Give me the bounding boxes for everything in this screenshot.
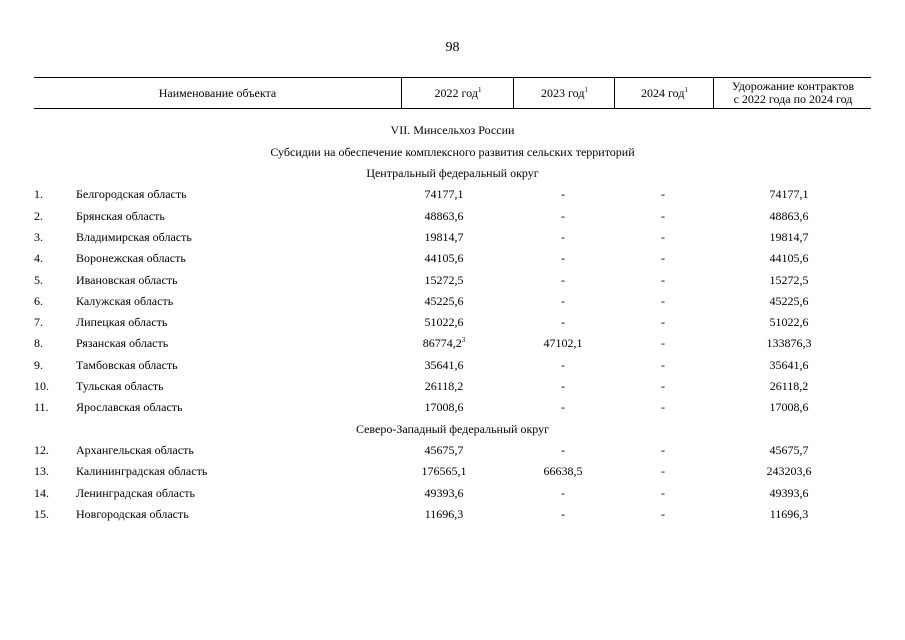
table-row bbox=[0, 464, 905, 480]
header-2022 bbox=[401, 78, 514, 108]
region-name: Рязанская область bbox=[76, 336, 169, 350]
value-2022: 35641,6 bbox=[424, 358, 464, 372]
row-number: 15. bbox=[34, 507, 49, 521]
value-2023: - bbox=[561, 294, 565, 308]
row-number: 5. bbox=[34, 273, 43, 287]
region-name: Калининградская область bbox=[76, 464, 208, 478]
region-name: Архангельская область bbox=[76, 443, 194, 457]
subsection-title: Субсидии на обеспечение комплексного развития сельских территорий bbox=[270, 145, 635, 159]
row-number: 6. bbox=[34, 294, 43, 308]
value-2024: - bbox=[661, 251, 665, 265]
section-title: VII. Минсельхоз России bbox=[390, 123, 515, 137]
table-row bbox=[0, 315, 905, 331]
value-2022: 49393,6 bbox=[424, 486, 464, 500]
header-2023 bbox=[513, 78, 615, 108]
table-row bbox=[0, 273, 905, 289]
value-2024: - bbox=[661, 273, 665, 287]
value-2022: 74177,1 bbox=[424, 187, 464, 201]
header-2024 bbox=[614, 78, 714, 108]
table-row bbox=[0, 251, 905, 267]
header-name bbox=[34, 78, 401, 108]
header-name-label: Наименование объекта bbox=[158, 85, 277, 100]
value-2022: 176565,1 bbox=[421, 464, 467, 478]
region-name: Калужская область bbox=[76, 294, 174, 308]
value-2024: - bbox=[661, 230, 665, 244]
value-2022: 19814,7 bbox=[424, 230, 464, 244]
value-2022: 45225,6 bbox=[424, 294, 464, 308]
value-growth: 45225,6 bbox=[769, 294, 809, 308]
table-row bbox=[0, 209, 905, 225]
value-2024: - bbox=[661, 443, 665, 457]
value-2023: 47102,1 bbox=[543, 336, 583, 350]
value-2024: - bbox=[661, 379, 665, 393]
row-number: 1. bbox=[34, 187, 43, 201]
row-number: 12. bbox=[34, 443, 49, 457]
value-growth: 44105,6 bbox=[769, 251, 809, 265]
district-title: Северо-Западный федеральный округ bbox=[355, 422, 550, 436]
value-2024: - bbox=[661, 358, 665, 372]
value-2023: - bbox=[561, 486, 565, 500]
value-growth: 48863,6 bbox=[769, 209, 809, 223]
table-row bbox=[0, 379, 905, 395]
value-growth: 133876,3 bbox=[766, 336, 812, 350]
value-2023: - bbox=[561, 443, 565, 457]
row-number: 11. bbox=[34, 400, 49, 414]
value-growth: 243203,6 bbox=[766, 464, 812, 478]
header-2024-label: 2024 год$^1$ bbox=[641, 85, 688, 100]
value-2022: 15272,5 bbox=[424, 273, 464, 287]
value-2024: - bbox=[661, 336, 665, 350]
footnote-mark: 3 bbox=[461, 336, 466, 344]
value-growth: 45675,7 bbox=[769, 443, 809, 457]
value-2024: - bbox=[661, 464, 665, 478]
table-row bbox=[0, 187, 905, 203]
value-2023: - bbox=[561, 273, 565, 287]
region-name: Брянская область bbox=[76, 209, 165, 223]
value-growth: 17008,6 bbox=[769, 400, 809, 414]
value-2023: 66638,5 bbox=[543, 464, 583, 478]
value-growth: 19814,7 bbox=[769, 230, 809, 244]
value-2022: 48863,6 bbox=[424, 209, 464, 223]
region-name: Новгородская область bbox=[76, 507, 189, 521]
table-row bbox=[0, 358, 905, 374]
value-2023: - bbox=[561, 209, 565, 223]
table-row bbox=[0, 486, 905, 502]
value-2022: 17008,6 bbox=[424, 400, 464, 414]
value-growth: 35641,6 bbox=[769, 358, 809, 372]
row-number: 14. bbox=[34, 486, 49, 500]
table-row bbox=[0, 507, 905, 523]
table-row bbox=[0, 400, 905, 416]
value-2023: - bbox=[561, 251, 565, 265]
value-2023: - bbox=[561, 230, 565, 244]
value-2023: - bbox=[561, 315, 565, 329]
row-number: 7. bbox=[34, 315, 43, 329]
region-name: Владимирская область bbox=[76, 230, 192, 244]
row-number: 10. bbox=[34, 379, 49, 393]
row-number: 13. bbox=[34, 464, 49, 478]
value-2022: 26118,2 bbox=[424, 379, 464, 393]
value-2024: - bbox=[661, 294, 665, 308]
value-2022: 11696,3 bbox=[424, 507, 464, 521]
district-title: Центральный федеральный округ bbox=[366, 166, 539, 180]
region-name: Тамбовская область bbox=[76, 358, 178, 372]
value-growth: 49393,6 bbox=[769, 486, 809, 500]
row-number: 8. bbox=[34, 336, 43, 350]
region-name: Воронежская область bbox=[76, 251, 186, 265]
region-name: Тульская область bbox=[76, 379, 164, 393]
value-2023: - bbox=[561, 379, 565, 393]
value-growth: 51022,6 bbox=[769, 315, 809, 329]
value-2023: - bbox=[561, 358, 565, 372]
value-2024: - bbox=[661, 400, 665, 414]
region-name: Ярославская область bbox=[76, 400, 183, 414]
row-number: 2. bbox=[34, 209, 43, 223]
page-number: 98 bbox=[445, 40, 460, 55]
value-2023: - bbox=[561, 507, 565, 521]
table-header bbox=[34, 77, 871, 109]
value-2024: - bbox=[661, 486, 665, 500]
region-name: Ивановская область bbox=[76, 273, 178, 287]
value-2022: 51022,6 bbox=[424, 315, 464, 329]
header-growth bbox=[713, 78, 872, 108]
header-growth-label: Удорожание контрактов с 2022 года по 2024 год bbox=[731, 79, 855, 106]
value-2023: - bbox=[561, 187, 565, 201]
value-growth: 74177,1 bbox=[769, 187, 809, 201]
header-2023-label: 2023 год$^1$ bbox=[541, 85, 588, 100]
value-growth: 26118,2 bbox=[769, 379, 809, 393]
region-name: Ленинградская область bbox=[76, 486, 195, 500]
region-name: Липецкая область bbox=[76, 315, 168, 329]
row-number: 3. bbox=[34, 230, 43, 244]
value-2023: - bbox=[561, 400, 565, 414]
row-number: 9. bbox=[34, 358, 43, 372]
value-2024: - bbox=[661, 507, 665, 521]
value-2024: - bbox=[661, 209, 665, 223]
value-growth: 11696,3 bbox=[769, 507, 809, 521]
table-row bbox=[0, 336, 905, 352]
region-name: Белгородская область bbox=[76, 187, 187, 201]
table-row bbox=[0, 294, 905, 310]
value-growth: 15272,5 bbox=[769, 273, 809, 287]
value-2022: 44105,6 bbox=[424, 251, 464, 265]
header-2022-label: 2022 год$^1$ bbox=[434, 85, 482, 100]
table-row bbox=[0, 230, 905, 246]
value-2022: 45675,7 bbox=[424, 443, 464, 457]
table-row bbox=[0, 443, 905, 459]
value-2024: - bbox=[661, 315, 665, 329]
row-number: 4. bbox=[34, 251, 43, 265]
value-2022: 86774,2$^3$ bbox=[422, 336, 466, 350]
value-2024: - bbox=[661, 187, 665, 201]
